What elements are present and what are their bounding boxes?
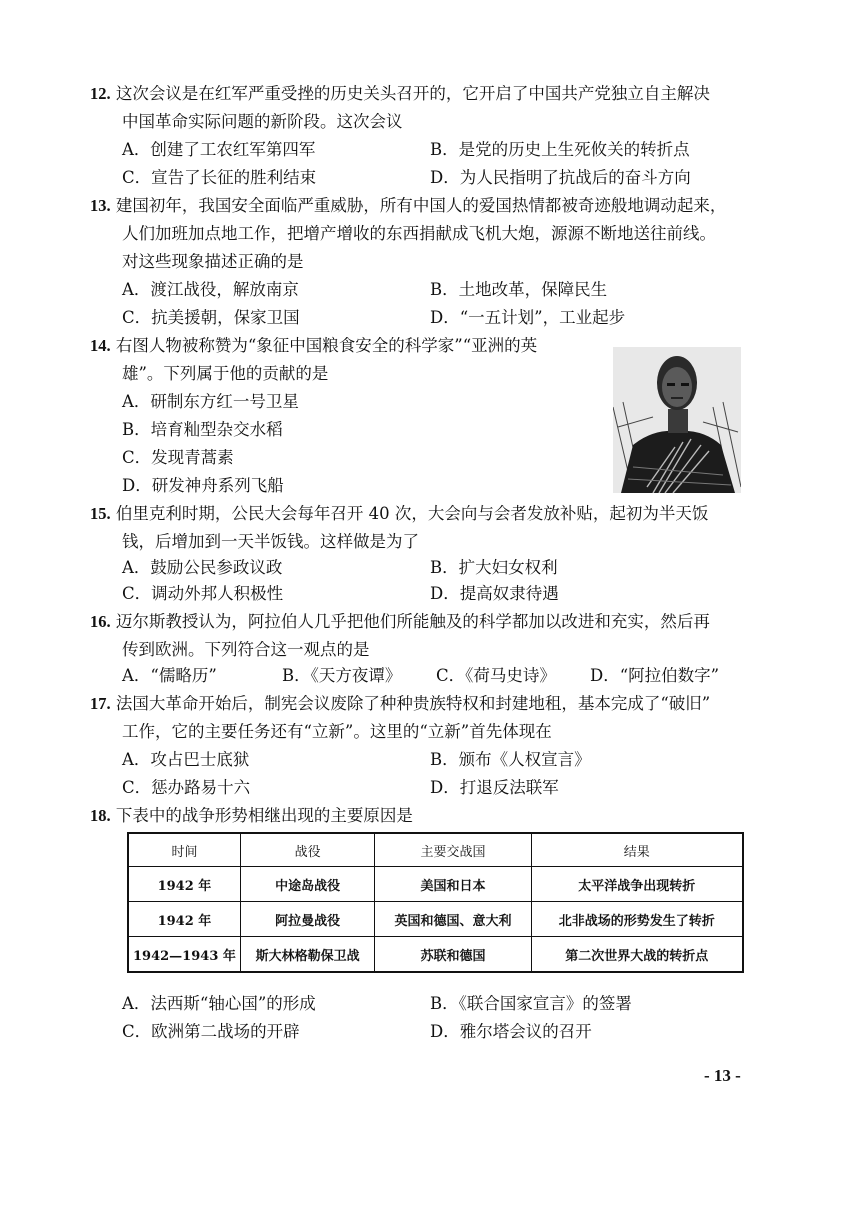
question-15-option-d[interactable]: D．提高奴隶待遇 [430,584,559,603]
table-cell: 阿拉曼战役 [240,902,375,937]
table-cell: 太平洋战争出现转折 [531,867,743,902]
question-14-option-a[interactable]: A．研制东方红一号卫星 [122,392,299,411]
question-14-line2: 雄”。下列属于他的贡献的是 [122,364,329,383]
question-13-option-a[interactable]: A．渡江战役，解放南京 [122,280,299,299]
question-18-stem: 下表中的战争形势相继出现的主要原因是 [115,806,413,825]
table-row [128,867,743,902]
question-15-line1 [90,502,708,526]
question-12-stem: 这次会议是在红军严重受挫的历史关头召开的，它开启了中国共产党独立自主解决 [115,84,710,103]
question-14-stem: 右图人物被称赞为“象征中国粮食安全的科学家”“亚洲的英 [115,336,538,355]
question-13-stem: 建国初年，我国安全面临严重威胁，所有中国人的爱国热情都被奇迹般地调动起来， [115,196,727,215]
question-17-stem: 法国大革命开始后，制宪会议废除了种种贵族特权和封建地租，基本完成了“破旧” [115,694,711,713]
question-16-line2: 传到欧洲。下列符合这一观点的是 [122,640,370,659]
question-15-option-a[interactable]: A．鼓励公民参政议政 [122,558,283,577]
question-16-number: 16. [90,612,111,631]
question-15-line2: 钱，后增加到一天半饭钱。这样做是为了 [122,532,419,551]
question-16-option-b[interactable]: B．《天方夜谭》 [282,666,402,685]
question-13-option-b[interactable]: B．土地改革，保障民生 [430,280,608,299]
question-14-option-d[interactable]: D．研发神舟系列飞船 [122,476,284,495]
question-17-option-c[interactable]: C．惩办路易十六 [122,778,251,797]
table-row [128,937,743,973]
question-13-option-c[interactable]: C．抗美援朝，保家卫国 [122,308,300,327]
table-header-cell: 战役 [240,833,375,867]
table-header-cell: 时间 [128,833,240,867]
table-cell: 美国和日本 [375,867,531,902]
question-15-number: 15. [90,504,111,523]
question-13-line2: 人们加班加点地工作，把增产增收的东西捐献成飞机大炮，源源不断地送往前线。 [122,224,716,243]
question-12-line1 [90,82,710,106]
question-13-number: 13. [90,196,111,215]
table-row [128,902,743,937]
question-18-option-b[interactable]: B．《联合国家宣言》的签署 [430,994,632,1013]
question-14-number: 14. [90,336,111,355]
question-18-option-c[interactable]: C．欧洲第二战场的开辟 [122,1022,300,1041]
question-16-option-c[interactable]: C．《荷马史诗》 [436,666,556,685]
question-12-option-a[interactable]: A．创建了工农红军第四军 [122,140,316,159]
question-13-line3: 对这些现象描述正确的是 [122,252,304,271]
question-18-line1 [90,804,413,828]
scientist-portrait-photo [613,347,741,493]
table-cell: 英国和德国、意大利 [375,902,531,937]
question-16-option-a[interactable]: A．“儒略历” [122,666,217,685]
question-17-option-a[interactable]: A．攻占巴士底狱 [122,750,250,769]
table-cell: 北非战场的形势发生了转折 [531,902,743,937]
table-cell: 1942 年 [128,902,240,937]
table-cell: 1942—1943 年 [128,937,240,973]
question-18-option-d[interactable]: D．雅尔塔会议的召开 [430,1022,592,1041]
question-16-stem: 迈尔斯教授认为，阿拉伯人几乎把他们所能触及的科学都加以改进和充实，然后再 [115,612,710,631]
question-14-line1 [90,334,537,358]
war-situation-table [127,832,744,973]
question-14-option-b[interactable]: B．培育籼型杂交水稻 [122,420,283,439]
question-12-option-c[interactable]: C．宣告了长征的胜利结束 [122,168,317,187]
table-cell: 第二次世界大战的转折点 [531,937,743,973]
question-13-option-d[interactable]: D．“一五计划”，工业起步 [430,308,626,327]
question-17-line1 [90,692,710,716]
question-12-line2: 中国革命实际问题的新阶段。这次会议 [122,112,403,131]
question-12-number: 12. [90,84,111,103]
page-number: - 13 - [704,1066,741,1085]
question-14-option-c[interactable]: C．发现青蒿素 [122,448,234,467]
question-17-line2: 工作，它的主要任务还有“立新”。这里的“立新”首先体现在 [122,722,552,741]
question-18-number: 18. [90,806,111,825]
table-header-cell: 结果 [531,833,743,867]
table-header-cell: 主要交战国 [375,833,531,867]
question-15-stem: 伯里克利时期，公民大会每年召开 40 次，大会向与会者发放补贴，起初为半天饭 [115,504,709,523]
table-header-row [128,833,743,867]
question-12-option-b[interactable]: B．是党的历史上生死攸关的转折点 [430,140,690,159]
table-cell: 中途岛战役 [240,867,375,902]
question-16-line1 [90,610,710,634]
question-17-option-d[interactable]: D．打退反法联军 [430,778,559,797]
table-cell: 1942 年 [128,867,240,902]
question-18-option-a[interactable]: A．法西斯“轴心国”的形成 [122,994,316,1013]
question-17-number: 17. [90,694,111,713]
question-15-option-b[interactable]: B．扩大妇女权利 [430,558,558,577]
question-16-option-d[interactable]: D．“阿拉伯数字” [590,666,720,685]
question-13-line1 [90,194,726,218]
question-15-option-c[interactable]: C．调动外邦人积极性 [122,584,284,603]
table-cell: 斯大林格勒保卫战 [240,937,375,973]
question-17-option-b[interactable]: B．颁布《人权宣言》 [430,750,591,769]
table-cell: 苏联和德国 [375,937,531,973]
question-12-option-d[interactable]: D．为人民指明了抗战后的奋斗方向 [430,168,691,187]
